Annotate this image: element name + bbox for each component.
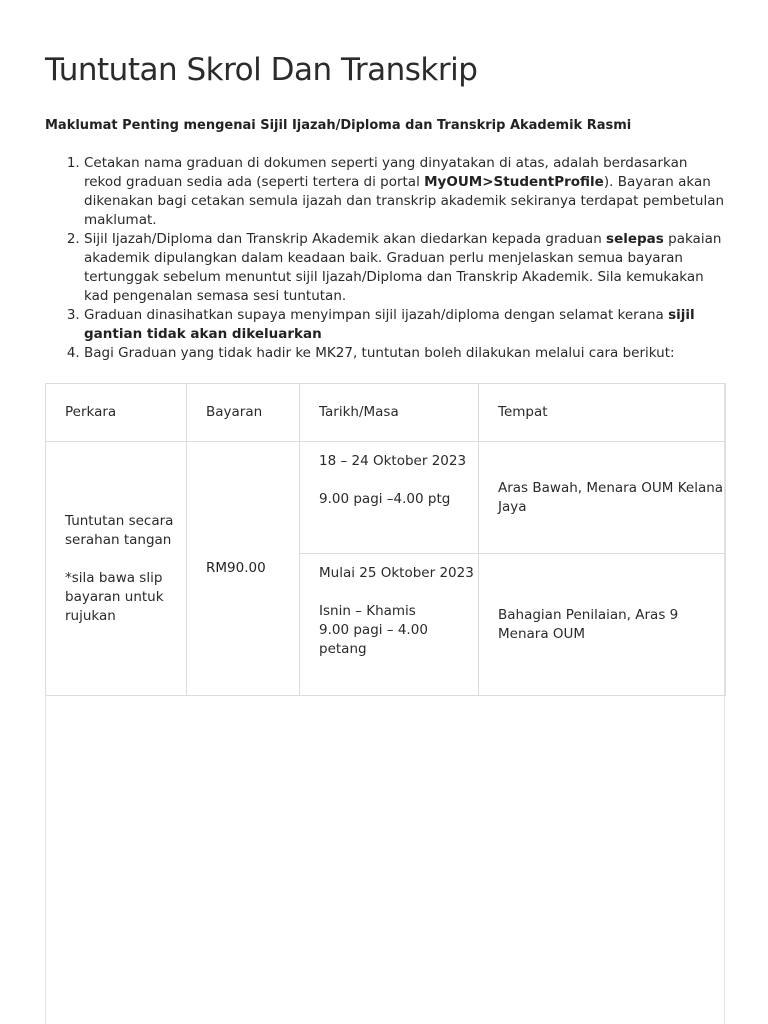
note-item-2: 2. Sijil Ijazah/Diploma dan Transkrip Akademik akan diedarkan kepada graduan selepas pakaian akademik dipulangkan dalam keadaan baik. Graduan perlu menjelaskan semua bayaran tertunggak sebelum menuntut sijil Ijazah/Diploma dan Transkrip Akademik. Sila kemukakan kad pengenalan semasa sesi tuntutan. — [84, 230, 725, 306]
claims-table — [45, 383, 726, 696]
date-range: 18 – 24 Oktober 2023 — [319, 453, 467, 469]
item-cell — [46, 442, 187, 696]
days-range: Isnin – Khamis — [319, 603, 416, 619]
datetime-cell — [300, 554, 479, 696]
header-tarikh-masa: Tarikh/Masa — [300, 384, 479, 442]
portal-path: MyOUM>StudentProfile — [424, 174, 604, 190]
table-header-row — [46, 384, 726, 442]
header-bayaran: Bayaran — [187, 384, 300, 442]
note-item-1: 1. Cetakan nama graduan di dokumen seperti yang dinyatakan di atas, adalah berdasarkan rekod graduan sedia ada (seperti tertera di portal MyOUM>StudentProfile). Bayaran akan dikenakan bagi cetakan semula ijazah dan transkrip akademik sekiranya terdapat pembetulan maklumat. — [84, 154, 725, 230]
datetime-cell — [300, 442, 479, 554]
table-row — [46, 442, 726, 554]
section-subtitle: Maklumat Penting mengenai Sijil Ijazah/Diploma dan Transkrip Akademik Rasmi — [45, 118, 632, 133]
date-range: Mulai 25 Oktober 2023 — [319, 565, 474, 581]
item-description: Tuntutan secara serahan tangan — [65, 512, 174, 548]
note-item-4: 4. Bagi Graduan yang tidak hadir ke MK27, tuntutan boleh dilakukan melalui cara berikut: — [84, 344, 725, 363]
note-item-3: 3. Graduan dinasihatkan supaya menyimpan sijil ijazah/diploma dengan selamat kerana sijil gantian tidak akan dikeluarkan — [84, 306, 725, 344]
time-range: 9.00 pagi –4.00 ptg — [319, 491, 451, 507]
important-notes-list — [45, 154, 725, 363]
header-tempat: Tempat — [479, 384, 726, 442]
place-cell: Bahagian Penilaian, Aras 9 Menara OUM — [479, 554, 726, 696]
claims-table-container — [45, 383, 725, 1024]
time-range: 9.00 pagi – 4.00 petang — [319, 622, 428, 657]
header-perkara: Perkara — [46, 384, 187, 442]
place-cell: Aras Bawah, Menara OUM Kelana Jaya — [479, 442, 726, 554]
emphasis-selepas: selepas — [606, 231, 664, 247]
page-title: Tuntutan Skrol Dan Transkrip — [45, 52, 478, 88]
emphasis-no-replacement: sijil gantian tidak akan dikeluarkan — [84, 307, 695, 342]
fee-cell: RM90.00 — [187, 442, 300, 696]
item-note: *sila bawa slip bayaran untuk rujukan — [65, 569, 164, 624]
